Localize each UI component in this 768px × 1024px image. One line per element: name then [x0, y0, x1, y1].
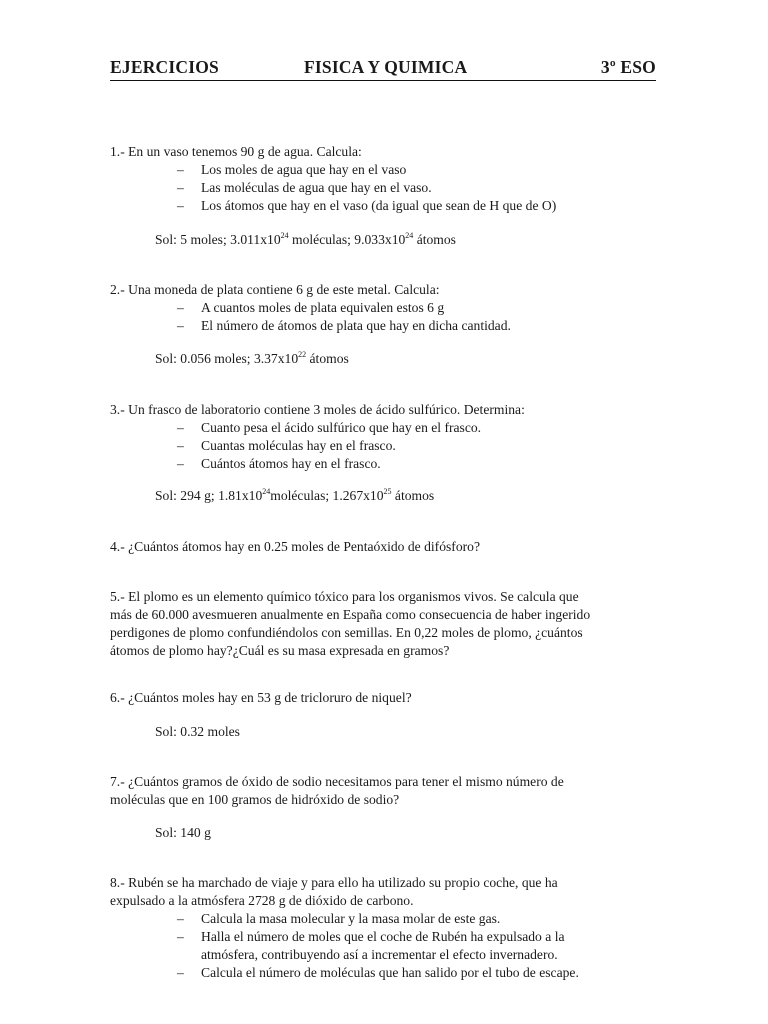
exercise-7-line: 7.- ¿Cuántos gramos de óxido de sodio necesitamos para tener el mismo número de	[110, 774, 564, 789]
dash-bullet: –	[177, 162, 184, 177]
exercise-1	[110, 143, 656, 215]
dash-bullet: –	[177, 420, 184, 435]
header-grade: 3º ESO	[600, 57, 656, 77]
worksheet-header	[110, 56, 656, 81]
dash-bullet: –	[177, 911, 184, 926]
exercise-5-line: 5.- El plomo es un elemento químico tóxico para los organismos vivos. Se calcula que	[110, 589, 579, 604]
exercise-8-item: – Calcula el número de moléculas que han salido por el tubo de escape.	[177, 965, 579, 980]
exercise-4-title: 4.- ¿Cuántos átomos hay en 0.25 moles de Pentaóxido de difósforo?	[110, 539, 480, 554]
header-title: EJERCICIOS	[110, 57, 219, 77]
header-subject: FISICA Y QUIMICA	[304, 57, 468, 77]
exercise-8-item-continued: atmósfera, contribuyendo así a incrementar el efecto invernadero.	[201, 947, 558, 962]
exercise-7	[110, 773, 656, 809]
dash-bullet: –	[177, 456, 184, 471]
exercise-1-solution: Sol: 5 moles; $3.011x10^{24}$ moléculas; $9.033x10^{24}$ átomos	[155, 231, 456, 247]
dash-bullet: –	[177, 180, 184, 195]
dash-bullet: –	[177, 929, 184, 944]
exercise-5-line: perdigones de plomo confundiéndolos con semillas. En 0,22 moles de plomo, ¿cuántos	[110, 625, 583, 640]
exercise-2-title: 2.- Una moneda de plata contiene 6 g de este metal. Calcula:	[110, 282, 440, 297]
exercise-7-solution: Sol: 140 g	[155, 825, 211, 840]
exercise-8-line: 8.- Rubén se ha marchado de viaje y para ello ha utilizado su propio coche, que ha	[110, 875, 558, 890]
exercise-6	[110, 689, 656, 707]
exercise-8-item: – Halla el número de moles que el coche de Rubén ha expulsado a la	[177, 929, 565, 944]
dash-bullet: –	[177, 965, 184, 980]
exercise-3	[110, 401, 656, 473]
exercise-5	[110, 588, 656, 660]
exercise-3-title: 3.- Un frasco de laboratorio contiene 3 moles de ácido sulfúrico. Determina:	[110, 402, 525, 417]
exercise-6-title: 6.- ¿Cuántos moles hay en 53 g de tricloruro de niquel?	[110, 690, 412, 705]
exercise-2	[110, 281, 656, 335]
exercise-8-line: expulsado a la atmósfera 2728 g de dióxido de carbono.	[110, 893, 414, 908]
dash-bullet: –	[177, 318, 184, 333]
exercise-5-line: más de 60.000 avesmueren anualmente en España como consecuencia de haber ingerido	[110, 607, 591, 622]
exercise-3-solution: Sol: 294 g; $1.81x10^{24}moléculas$; $1.267x10^{25}$ átomos	[155, 487, 435, 503]
exercise-3-item: – Cuanto pesa el ácido sulfúrico que hay en el frasco.	[177, 420, 482, 435]
exercise-6-solution: Sol: 0.32 moles	[155, 724, 240, 739]
exercise-3-item: – Cuántos átomos hay en el frasco.	[177, 456, 381, 471]
exercise-1-item: – Los moles de agua que hay en el vaso	[177, 162, 407, 177]
exercise-8	[110, 874, 656, 982]
exercise-8-item: – Calcula la masa molecular y la masa molar de este gas.	[177, 911, 501, 926]
exercise-2-item: – A cuantos moles de plata equivalen estos 6 g	[177, 300, 445, 315]
exercise-1-item: – Las moléculas de agua que hay en el vaso.	[177, 180, 432, 195]
exercise-1-item: – Los átomos que hay en el vaso (da igual que sean de H que de O)	[177, 198, 557, 213]
exercise-2-solution: Sol: 0.056 moles; $3.37x10^{22}$ átomos	[155, 350, 349, 366]
dash-bullet: –	[177, 438, 184, 453]
exercise-3-item: – Cuantas moléculas hay en el frasco.	[177, 438, 396, 453]
dash-bullet: –	[177, 300, 184, 315]
dash-bullet: –	[177, 198, 184, 213]
exercise-1-title: 1.- En un vaso tenemos 90 g de agua. Calcula:	[110, 144, 362, 159]
exercise-4	[110, 538, 656, 556]
exercise-2-item: – El número de átomos de plata que hay en dicha cantidad.	[177, 318, 511, 333]
exercise-7-line: moléculas que en 100 gramos de hidróxido de sodio?	[110, 792, 400, 807]
exercise-5-line: átomos de plomo hay?¿Cuál es su masa expresada en gramos?	[110, 643, 450, 658]
